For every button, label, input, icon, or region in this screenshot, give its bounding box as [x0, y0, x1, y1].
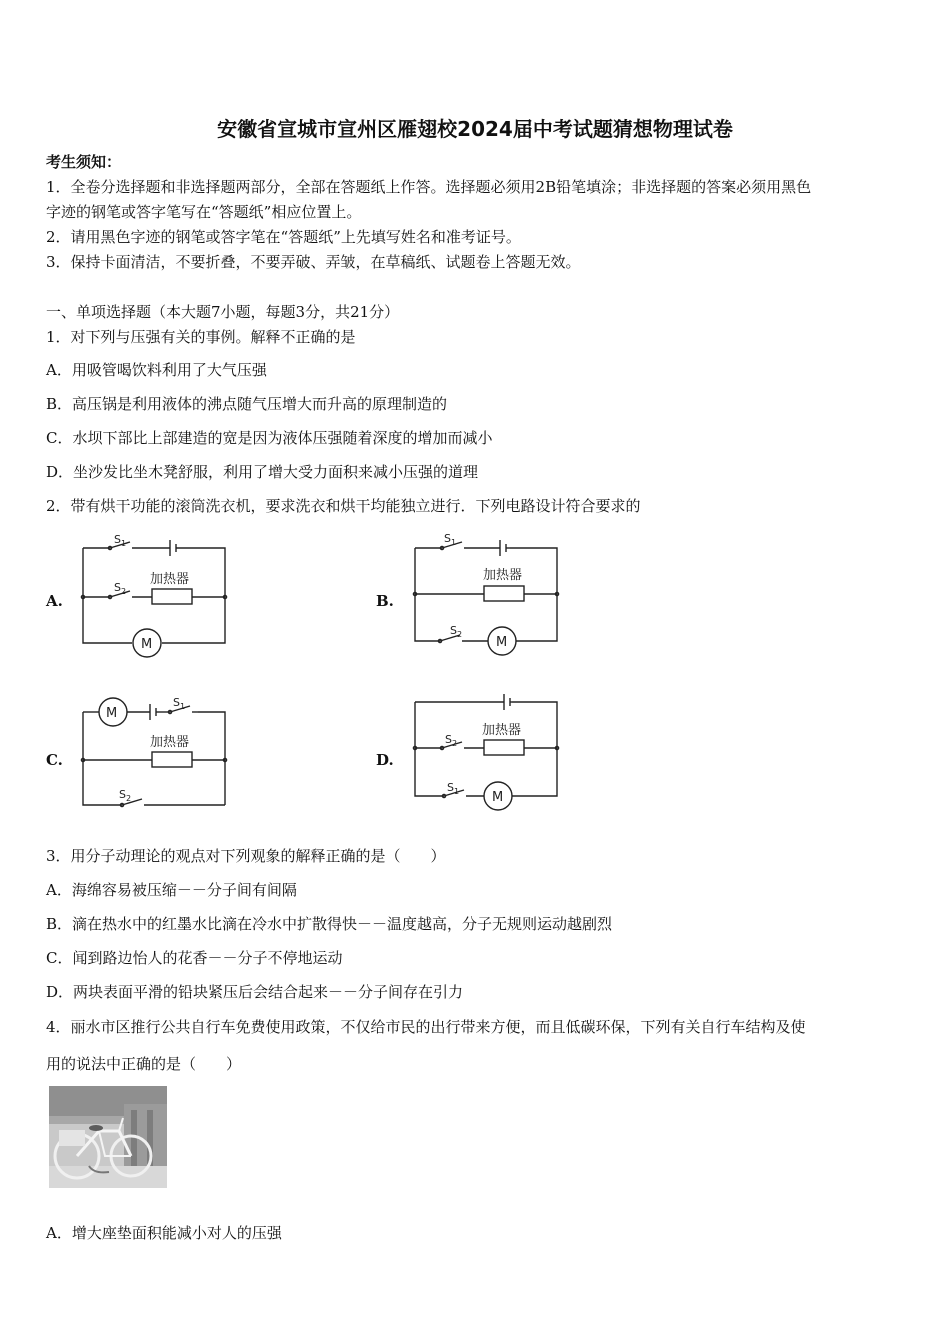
heater-resistor	[152, 589, 192, 604]
svg-text:S: S	[444, 532, 451, 545]
svg-text:1: 1	[451, 538, 457, 547]
notice-item: 2．请用黑色字迹的钢笔或答字笔在“答题纸”上先填写姓名和准考证号。	[46, 228, 521, 246]
question-3-option-a: A．海绵容易被压缩－－分子间有间隔	[46, 881, 297, 899]
exam-title: 安徽省宣城市宣州区雁翅校2024届中考试题猜想物理试卷	[217, 117, 733, 141]
svg-text:2: 2	[126, 794, 132, 803]
notice-heading: 考生须知：	[46, 153, 122, 171]
circuit-b-letter: B.	[376, 592, 394, 610]
question-1-stem: 1．对下列与压强有关的事例。解释不正确的是	[46, 328, 356, 346]
question-1-option-b: B．高压锅是利用液体的沸点随气压增大而升高的原理制造的	[46, 395, 448, 413]
motor-label: M	[141, 637, 153, 652]
circuit-diagram-c	[70, 690, 240, 815]
question-1-option-c: C．水坝下部比上部建造的宽是因为液体压强随着深度的增加而减小	[46, 429, 493, 447]
bicycle-photo	[49, 1086, 167, 1188]
circuit-diagram-d	[400, 690, 570, 815]
question-3-option-d: D．两块表面平滑的铅块紧压后会结合起来－－分子间存在引力	[46, 983, 464, 1001]
svg-text:M: M	[106, 706, 118, 721]
notice-item: 1．全卷分选择题和非选择题两部分，全部在答题纸上作答。选择题必须用2B铅笔填涂；非选择题的答案必须用黑色	[46, 178, 812, 196]
switch-s1-sub: 1	[121, 539, 127, 548]
heater-label: 加热器	[150, 572, 190, 587]
svg-text:S: S	[447, 781, 454, 794]
circuit-c-letter: C.	[46, 751, 63, 769]
svg-text:S: S	[119, 788, 126, 801]
circuit-a-letter: A.	[46, 592, 63, 610]
heater-resistor	[484, 740, 524, 755]
switch-s1-label: S	[114, 533, 121, 546]
svg-text:加热器: 加热器	[150, 735, 190, 750]
circuit-diagram-b	[400, 528, 570, 663]
svg-text:M: M	[496, 635, 508, 650]
svg-text:S: S	[445, 733, 452, 746]
question-4-stem: 4．丽水市区推行公共自行车免费使用政策，不仅给市民的出行带来方便，而且低碳环保，下列有关自行车结构及使	[46, 1018, 806, 1036]
question-3-stem: 3．用分子动理论的观点对下列观象的解释正确的是（ ）	[46, 847, 446, 865]
question-4-option-a: A．增大座垫面积能减小对人的压强	[46, 1224, 282, 1242]
svg-text:M: M	[492, 790, 504, 805]
question-1-option-d: D．坐沙发比坐木凳舒服，利用了增大受力面积来减小压强的道理	[46, 463, 479, 481]
question-1-option-a: A．用吸管喝饮料利用了大气压强	[46, 361, 267, 379]
svg-text:加热器: 加热器	[483, 568, 523, 583]
svg-text:S: S	[173, 696, 180, 709]
svg-text:S: S	[450, 624, 457, 637]
svg-text:1: 1	[180, 702, 186, 711]
heater-resistor	[484, 586, 524, 601]
circuit-diagram-a	[70, 528, 240, 663]
switch-s2-label: S	[114, 581, 121, 594]
svg-text:2: 2	[452, 739, 458, 748]
circuit-d-letter: D.	[376, 751, 394, 769]
question-4-stem-cont: 用的说法中正确的是（ ）	[46, 1055, 242, 1073]
notice-item: 3．保持卡面清洁，不要折叠，不要弄破、弄皱，在草稿纸、试题卷上答题无效。	[46, 253, 581, 271]
switch-s2-sub: 2	[121, 587, 127, 596]
notice-item: 字迹的钢笔或答字笔写在“答题纸”相应位置上。	[46, 203, 362, 221]
section-heading: 一、单项选择题（本大题7小题，每题3分，共21分）	[46, 303, 400, 321]
question-3-option-b: B．滴在热水中的红墨水比滴在冷水中扩散得快－－温度越高，分子无规则运动越剧烈	[46, 915, 613, 933]
svg-text:加热器: 加热器	[482, 723, 522, 738]
svg-text:1: 1	[454, 787, 460, 796]
heater-resistor	[152, 752, 192, 767]
question-2-stem: 2．带有烘干功能的滚筒洗衣机，要求洗衣和烘干均能独立进行．下列电路设计符合要求的	[46, 497, 641, 515]
question-3-option-c: C．闻到路边怡人的花香－－分子不停地运动	[46, 949, 343, 967]
svg-text:2: 2	[457, 630, 463, 639]
